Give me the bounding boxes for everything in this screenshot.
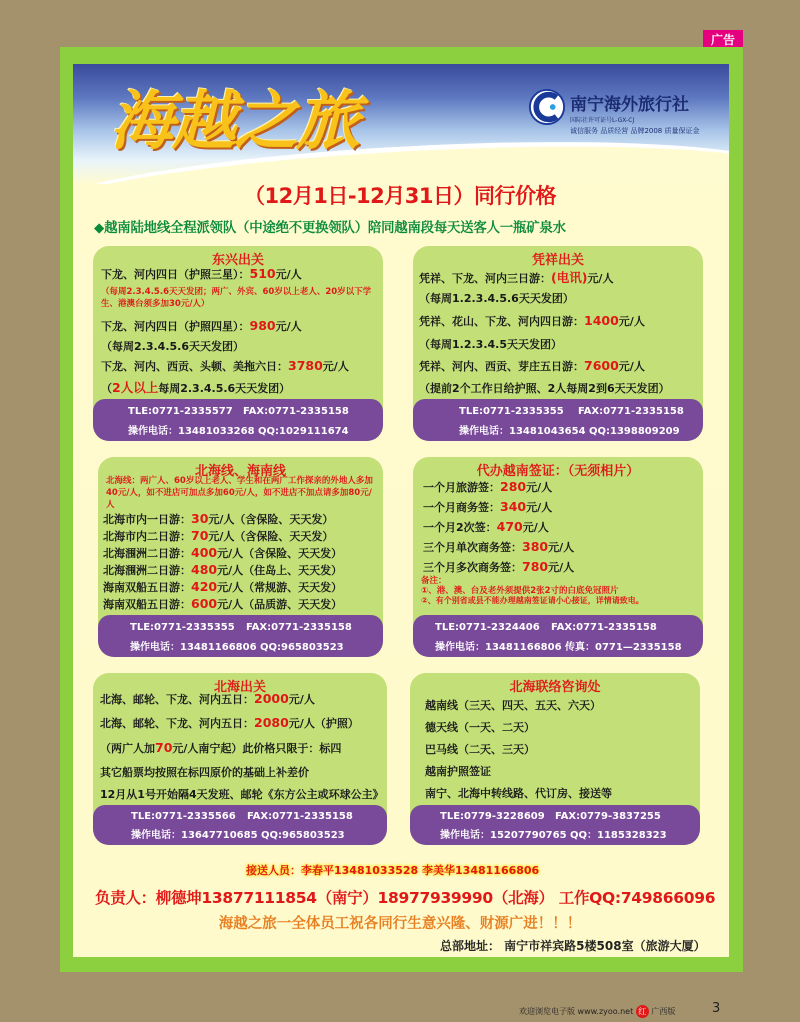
route-line: 巴马线（二天、三天） xyxy=(425,743,535,756)
contact-bar xyxy=(410,805,700,845)
route-line: 凭祥、河内、西贡、芽庄五日游：7600元/人 xyxy=(419,358,645,373)
price-row: 一个月商务签：340元/人 xyxy=(423,499,553,514)
price-row: 三个月单次商务签：380元/人 xyxy=(423,539,575,554)
card-title: 东兴出关 xyxy=(211,253,264,268)
operator: 操作电话：13481043654 QQ:1398809209 xyxy=(459,426,680,437)
date-title: （12月1日-12月31日）同行价格 xyxy=(244,184,556,208)
company-slogan: 诚信服务 品质经营 品牌2008 质量保证金 xyxy=(570,127,700,135)
price-row: 海南双船五日游：420元/人（常规游、天天发） xyxy=(103,579,343,594)
fax: FAX:0779-3837255 xyxy=(555,811,661,822)
route-line: 南宁、北海中转线路、代订房、接送等 xyxy=(425,787,612,800)
route-line: 越南护照签证 xyxy=(425,765,491,778)
card-visa xyxy=(413,457,703,657)
tel: TLE:0779-3228609 xyxy=(440,811,545,822)
page-number: 3 xyxy=(712,1001,721,1016)
route-line: 下龙、河内、西贡、头顿、美拖六日：3780元/人 xyxy=(101,358,349,373)
tel: TLE:0771-2335577 xyxy=(128,406,233,417)
fax: FAX:0771-2335158 xyxy=(243,406,349,417)
operator: 操作电话：13481033268 QQ:1029111674 xyxy=(128,426,349,437)
route-line: 下龙、河内四日（护照三星）：510元/人 xyxy=(101,266,302,281)
route-line: 北海、邮轮、下龙、河内五日：2080元/人（护照） xyxy=(100,715,359,730)
ad-tag: 广告 xyxy=(703,30,743,50)
fax: FAX:0771-2335158 xyxy=(246,622,352,633)
operator: 操作电话：13647710685 QQ:965803523 xyxy=(131,830,345,841)
contact-bar xyxy=(413,615,703,657)
hong-badge-icon: 红 xyxy=(636,1005,649,1018)
visa-note: ①、港、澳、台及老外须提供2张2寸的白底免冠照片 xyxy=(421,586,619,596)
receiver-contacts: 接送人员：李春平13481033528 李美华13481166806 xyxy=(246,864,540,877)
card-pingxiang xyxy=(413,246,703,441)
card-title: 北海联络咨询处 xyxy=(509,680,601,695)
route-line: 北海、邮轮、下龙、河内五日：2000元/人 xyxy=(100,691,315,706)
contact-bar xyxy=(93,399,383,441)
contact-bar xyxy=(93,805,387,845)
fax: FAX:0771-2335158 xyxy=(551,622,657,633)
contact-bar xyxy=(98,615,383,657)
route-line: 凭祥、花山、下龙、河内四日游：1400元/人 xyxy=(419,313,645,328)
route-line: 凭祥、下龙、河内三日游：(电讯)元/人 xyxy=(419,270,614,285)
tel: TLE:0771-2335355 xyxy=(130,622,235,633)
fax: FAX:0771-2335158 xyxy=(247,811,353,822)
operator: 操作电话：15207790765 QQ：1185328323 xyxy=(440,830,667,841)
route-line: 12月从1号开始隔4天发班、邮轮《东方公主或环球公主》 xyxy=(100,788,384,801)
fax: FAX:0771-2335158 xyxy=(578,406,684,417)
card-beihai-exit xyxy=(93,673,387,845)
price-row: 海南双船五日游：600元/人（品质游、天天发） xyxy=(103,596,343,611)
tel: TLE:0771-2335355 xyxy=(459,406,564,417)
footer-text: 欢迎浏览电子版 www.zyoo.net xyxy=(519,1007,634,1016)
card-title: 北海出关 xyxy=(213,680,266,695)
price-row: 三个月多次商务签：780元/人 xyxy=(423,559,575,574)
route-line: 德天线（一天、二天） xyxy=(425,721,535,734)
card-beihai-consult xyxy=(410,673,700,845)
manager-contacts: 负责人：柳德坤13877111854（南宁）18977939990（北海） 工作QQ:749866096 xyxy=(95,889,716,907)
route-line: 其它船票均按照在标四原价的基础上补差价 xyxy=(100,766,309,779)
route-line: （每周2.3.4.5.6天天发团） xyxy=(101,340,244,353)
visa-note-title: 备注： xyxy=(421,576,447,586)
price-row: 一个月2次签：470元/人 xyxy=(423,519,549,534)
company-logo-icon xyxy=(528,88,566,126)
banner xyxy=(73,64,729,184)
route-line: 越南线（三天、四天、五天、六天） xyxy=(425,699,601,712)
footer xyxy=(519,1005,675,1018)
price-row: 北海市内一日游：30元/人（含保险、天天发） xyxy=(103,511,334,526)
contact-bar xyxy=(413,399,703,441)
tel: TLE:0771-2335566 xyxy=(131,811,236,822)
price-row: 北海涠洲二日游：480元/人（住岛上、天天发） xyxy=(103,562,343,577)
operator: 操作电话：13481166806 QQ:965803523 xyxy=(130,642,344,653)
route-line: 下龙、河内四日（护照四星）：980元/人 xyxy=(101,318,302,333)
company-name: 南宁海外旅行社 xyxy=(570,95,689,115)
banner-title: 海越之旅 xyxy=(110,84,358,159)
price-row: 北海市内二日游：70元/人（含保险、天天发） xyxy=(103,528,334,543)
operator: 操作电话：13481166806 传真：0771—2335158 xyxy=(435,642,682,653)
greeting: 海越之旅一全体员工祝各同行生意兴隆、财源广进！！！ xyxy=(218,916,582,932)
footer-edition: 广西版 xyxy=(651,1007,676,1016)
card-title: 北海线、海南线 xyxy=(194,464,286,479)
route-note: 北海线：两广人、60岁以上老人、学生和在两广工作探亲的外地人多加40元/人，如不进店可加点多加60元/人，如不进店不加点请多加80元/人 xyxy=(106,476,373,510)
price-row: 一个月旅游签：280元/人 xyxy=(423,479,553,494)
route-note: （每周2.3.4.5.6天天发团；两广、外宾、60岁以上老人、20岁以下学生、港澳台须多加30元/人） xyxy=(101,287,372,309)
route-line: （提前2个工作日给护照、2人每周2到6天天发团） xyxy=(419,382,670,395)
visa-note: ②、有个别省或县不能办理越南签证请小心接证，详情请致电。 xyxy=(421,596,644,605)
route-line: （2人以上每周2.3.4.5.6天天发团） xyxy=(101,380,291,395)
hq-address: 总部地址： 南宁市祥宾路5楼508室（旅游大厦） xyxy=(440,939,706,953)
route-line: （每周1.2.3.4.5天天发团） xyxy=(419,338,562,351)
card-dongxing xyxy=(93,246,383,441)
license-number: 国际社许可证号L-GX-CJ xyxy=(570,117,635,124)
route-line: （两广人加70元/人南宁起）此价格只限于：标四 xyxy=(100,740,342,755)
card-beihai-hainan xyxy=(98,457,383,657)
price-row: 北海涠洲二日游：400元/人（含保险、天天发） xyxy=(103,545,343,560)
tagline: ◆越南陆地线全程派领队（中途绝不更换领队）陪同越南段每天送客人一瓶矿泉水 xyxy=(94,221,566,236)
tel: TLE:0771-2324406 xyxy=(435,622,540,633)
route-line: （每周1.2.3.4.5.6天天发团） xyxy=(419,292,574,305)
card-title: 代办越南签证：（无须相片） xyxy=(476,464,640,479)
card-title: 凭祥出关 xyxy=(531,253,584,268)
